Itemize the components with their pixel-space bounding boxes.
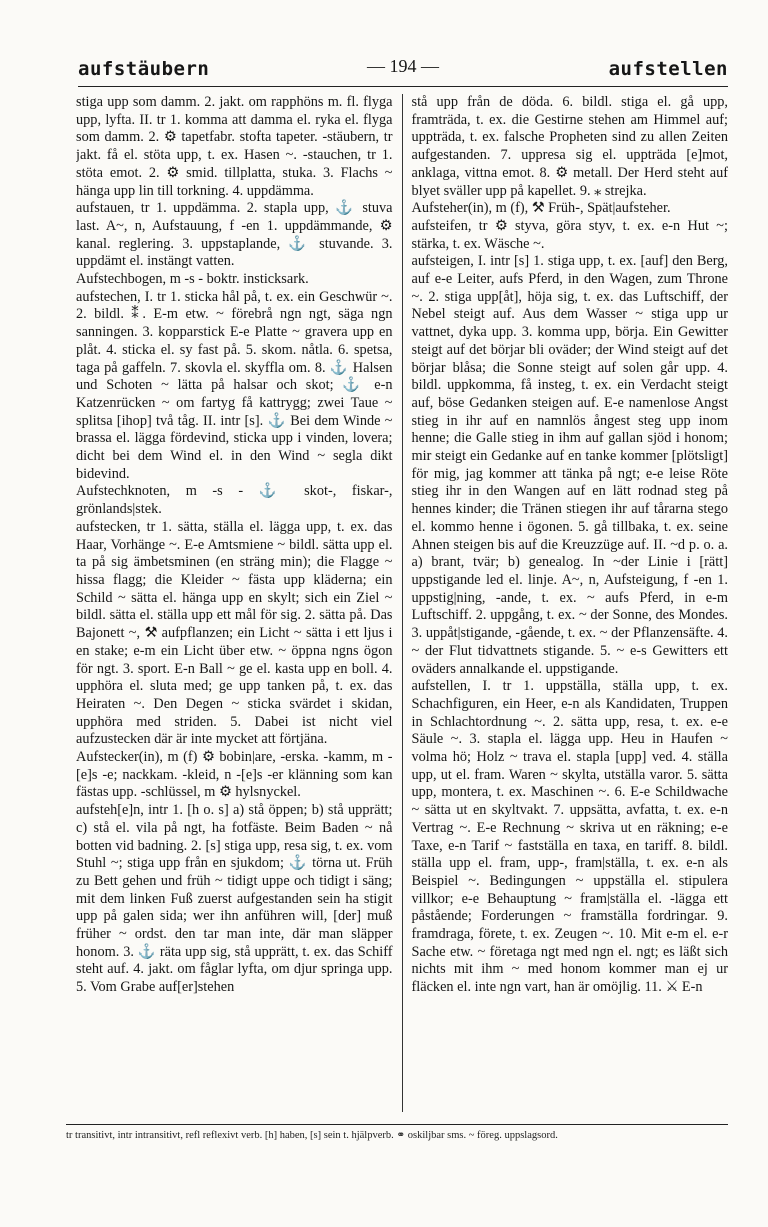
abbreviation-footer: tr transitivt, intr intransitivt, refl reflexivt verb. [h] haben, [s] sein t. hjälpverb. ⚭ oskiljbar sms. ~ föreg. uppslagsord. (66, 1124, 728, 1141)
entry: stå upp från de döda. 6. bildl. stiga el. gå upp, framträda, t. ex. die Gestirne stehen am Himmel auf; uppträda, t. ex. falsche Propheten sind zu allen Zeiten aufgestanden. 7. uppresa sig el. uppträda [e]mot, anklaga, vittna emot. 8. ⚙ metall. Der Herd steht auf blyet sväller upp på kapellet. 9. ⁎ strejka. (411, 94, 728, 199)
entry: aufsteh[e]n, intr 1. [h o. s] a) stå öppen; b) stå upprätt; c) stå el. vila på ngt, ha fotfäste. Beim Baden ~ nå botten vid badning. 2. [s] stiga upp, resa sig, t. ex. vom Stuhl ~; stiga upp från en sjukdom; ⚓ törna ut. Früh zu Bett gehen und früh ~ tidigt uppe och tidigt i säng; mit dem linken Fuß zuerst aufgestanden sein ha stigit upp på galen sida; wer ihn anführen will, [der] muß früher ~ ordst. den tar man inte, där man släpper honom. 3. ⚓ räta upp sig, stå upprätt, t. ex. das Schiff steht auf. 4. jakt. om fåglar lyfta, om djur springa upp. 5. Vom Grabe auf[er]stehen (76, 802, 393, 996)
left-headword: aufstäubern (78, 58, 210, 80)
entry: aufsteigen, I. intr [s] 1. stiga upp, t. ex. [auf] den Berg, auf e-e Leiter, aufs Pferd, in den Wagen, zum Throne ~. 2. stiga upp[åt], höja sig, t. ex. das Luftschiff, der Nebel steigt auf. Aus dem Wasser ~ stiga upp ur vattnet, dyka upp. 3. komma upp, börja. Ein Gewitter steigt auf det börjar bli oväder; der Wind steigt auf det börjar blåsa; die Sonne steigt auf solen går upp. 4. bildl. uppkomma, få insteg, t. ex. ein Verdacht steigt auf, böse Gedanken steigen auf. E-e namenlose Angst stieg in ihr auf en namnlös ångest steg upp inom henne; die Galle stieg in ihm auf gallan sjöd i honom; mir steigt ein Gedanke auf en tanke kommer [plötsligt] för mig, jag kommer att tänka på ngt; e-e leise Röte stieg ihr in den Wangen auf en lätt rodnad steg på hennes kinder; die Tränen stiegen ihr auf tårarna stego el. kommo henne i ögonen. 5. gå tillbaka, t. ex. seine Ahnen steigen bis auf die Kreuzzüge auf. II. ~d p. o. a. a) brant, tvär; b) genealog. In ~der Linie i [rätt] uppstigande led el. linje. A~, n, Aufsteigung, f -en 1. uppstig|ning, -ande, t. ex. ~ aufs Pferd, in e-m Luftschiff. 2. uppgång, t. ex. ~ der Sonne, des Mondes. 3. uppåt|stigande, -gående, t. ex. ~ der Pflanzensäfte. 4. ~ der Flut tidvattnets stigande. 5. ~ e-s Gewitters ett oväders annalkande el. uppstigande. (411, 253, 728, 677)
entry: aufstechen, I. tr 1. sticka hål på, t. ex. ein Geschwür ~. 2. bildl. ⁑. E-m etw. ~ förebrå ngn ngt, säga ngn sanningen. 3. kopparstick E-e Platte ~ gravera upp en plåt. 4. sticka el. sy fast på. 5. skom. nåtla. 6. spetsa, taga på gaffeln. 7. skovla el. skyffla om. 8. ⚓ Halsen und Schoten ~ lätta på halsar och skot; ⚓ e-n Katzenrücken ~ om fartyg få kattrygg; zwei Taue ~ splitsa [ihop] två tåg. II. intr [s]. ⚓ Bei dem Winde ~ brassa el. lägga fördevind, sticka upp i vinden, lovera; dicht bei dem Wind el. in den Wind ~ segla dikt bidevind. (76, 288, 393, 482)
right-headword: aufstellen (608, 58, 728, 80)
entry: aufstellen, I. tr 1. uppställa, ställa upp, t. ex. Schachfiguren, ein Heer, e-n als Kandidaten, Truppen in Schlachtordnung ~. 2. sätta upp, resa, t. ex. e-e Säule ~. 3. stapla el. lägga upp. Heu in Haufen ~ volma hö; Holz ~ trava el. stapla [upp] ved. 4. ställa upp, ut el. fram. Waren ~ skylta, utställa varor. 5. sätta upp, montera, t. ex. Maschinen ~. 6. E-e Schildwache ~ sätta ut en skyltvakt. 7. uppsätta, avfatta, t. ex. e-n Vertrag ~. E-e Rechnung ~ skriva ut en räkning; e-e Taxe, e-n Tarif ~ fastställa en taxa, en tariff. 8. bildl. ställa upp el. fram, upp-, fram|ställa, t. ex. e-n als Beispiel ~. Bedingungen ~ uppställa el. stipulera villkor; e-e Behauptung ~ fram|ställa el. -lägga ett påstående; Forderungen ~ framställa fordringar. 9. framdraga, förete, t. ex. Zeugen ~. 10. Mit e-m el. e-r Sache etw. ~ företaga ngt med ngn el. ngt; es läßt sich nichts mit ihm ~ med honom kommer man ej ur fläcken el. inte ngn vart, han är omöjlig. 11. ⚔ E-n (411, 678, 728, 996)
entry: Aufstecker(in), m (f) ⚙ bobin|are, -erska. -kamm, m -[e]s -e; nackkam. -kleid, n -[e]s -er klänning som kan fästas upp. -schlüssel, m ⚙ hylsnyckel. (76, 749, 393, 801)
entry: Aufstechknoten, m -s - ⚓ skot-, fiskar-, grönlands|stek. (76, 483, 393, 518)
entry: aufsteifen, tr ⚙ styva, göra styv, t. ex. e-n Hut ~; stärka, t. ex. Wäsche ~. (411, 217, 728, 252)
entry: aufstauen, tr 1. uppdämma. 2. stapla upp, ⚓ stuva last. A~, n, Aufstauung, f -en 1. uppdämmande, ⚙ kanal. reglering. 3. uppstaplande, ⚓ stuvande. 3. uppdämt el. instängt vatten. (76, 200, 393, 270)
running-header (78, 52, 728, 87)
entry: stiga upp som damm. 2. jakt. om rapphöns m. fl. flyga upp, lyfta. II. tr 1. komma att damma el. ryka el. flyga som damm. 2. ⚙ tapetfabr. stofta tapeter. -stäubern, tr jakt. få el. stöta upp, t. ex. Hasen ~. -stauchen, tr 1. stöta emot. 2. ⚙ smid. tillplatta, stuka. 3. Flachs ~ hänga upp lin till torkning. 4. uppdämma. (76, 94, 393, 199)
page-number: — 194 — (367, 56, 439, 76)
right-column (403, 94, 729, 1112)
text-columns (76, 94, 728, 1112)
entry: aufstecken, tr 1. sätta, ställa el. lägga upp, t. ex. das Haar, Vorhänge ~. E-e Amtsmiene ~ bildl. sätta upp el. ta på sig ämbetsminen (en sträng min); die Flagge ~ hissa flagg; die Kleider ~ fästa upp kläderna; ein Schild ~ sätta el. hänga upp en skylt; sich ein Ziel ~ bildl. sätta el. ställa upp ett mål för sig. 2. sätta på. Das Bajonett ~, ⚒ aufpflanzen; ein Licht ~ sätta i ett ljus i en stake; e-m ein Licht über etw. ~ öppna ngns ögon för ngt. 3. sport. E-n Ball ~ ge el. kasta upp en boll. 4. upphöra el. sluta med; ge upp tanken på, t. ex. das Heiraten ~. Den Degen ~ sticka svärdet i skidan, upphöra med striden. 5. Dabei ist nicht viel aufzustecken där är inte mycket att förtjäna. (76, 518, 393, 748)
entry: Aufstechbogen, m -s - boktr. insticksark. (76, 271, 309, 288)
entry: Aufsteher(in), m (f), ⚒ Früh-, Spät|aufsteher. (411, 200, 671, 217)
left-column (76, 94, 402, 1112)
